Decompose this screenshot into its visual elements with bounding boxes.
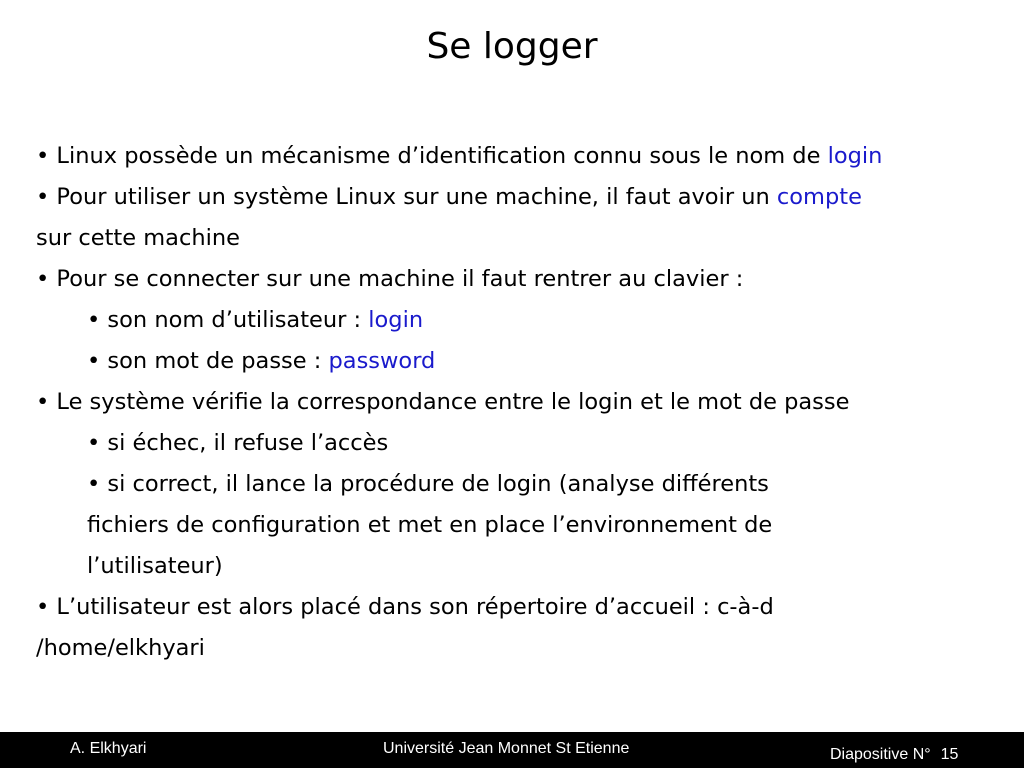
bullet-4-sub-2-line-2: fichiers de configuration et met en place l’environnement de [87, 512, 773, 538]
slide-footer [0, 732, 1024, 768]
bullet-3: • Pour se connecter sur une machine il faut rentrer au clavier : [36, 266, 744, 292]
bullet-2 [36, 177, 996, 218]
bullet-1 [36, 136, 996, 177]
bullet-4-sub-2-line-1: • si correct, il lance la procédure de login (analyse différents [87, 471, 769, 497]
bullet-4: • Le système vérifie la correspondance entre le login et le mot de passe [36, 389, 850, 415]
bullet-1-text: • Linux possède un mécanisme d’identification connu sous le nom de [36, 143, 828, 169]
bullet-2-text: • Pour utiliser un système Linux sur une machine, il faut avoir un [36, 184, 777, 210]
slide-body [36, 136, 996, 669]
footer-slide-label: Diapositive N° [830, 746, 931, 763]
bullet-5-continuation: /home/elkhyari [36, 635, 205, 661]
footer-slide-indicator [830, 746, 958, 764]
bullet-3-sub-2-text: • son mot de passe : [87, 348, 329, 374]
bullet-3-sub-1-text: • son nom d’utilisateur : [87, 307, 369, 333]
slide-title: Se logger [426, 26, 598, 67]
bullet-4-sub-2-line-3: l’utilisateur) [87, 553, 223, 579]
footer-university: Université Jean Monnet St Etienne [383, 740, 630, 757]
bullet-3-sub-2-keyword: password [328, 348, 436, 374]
bullet-1-keyword: login [827, 143, 883, 169]
bullet-3-sub-1-keyword: login [368, 307, 424, 333]
bullet-3-sub-2 [36, 341, 996, 382]
bullet-3-sub-1 [36, 300, 996, 341]
bullet-5: • L’utilisateur est alors placé dans son répertoire d’accueil : c-à-d [36, 594, 774, 620]
footer-author: A. Elkhyari [70, 740, 147, 757]
bullet-2-continuation: sur cette machine [36, 225, 240, 251]
bullet-2-keyword: compte [776, 184, 862, 210]
footer-slide-number: 15 [940, 746, 959, 763]
bullet-4-sub-1: • si échec, il refuse l’accès [87, 430, 389, 456]
